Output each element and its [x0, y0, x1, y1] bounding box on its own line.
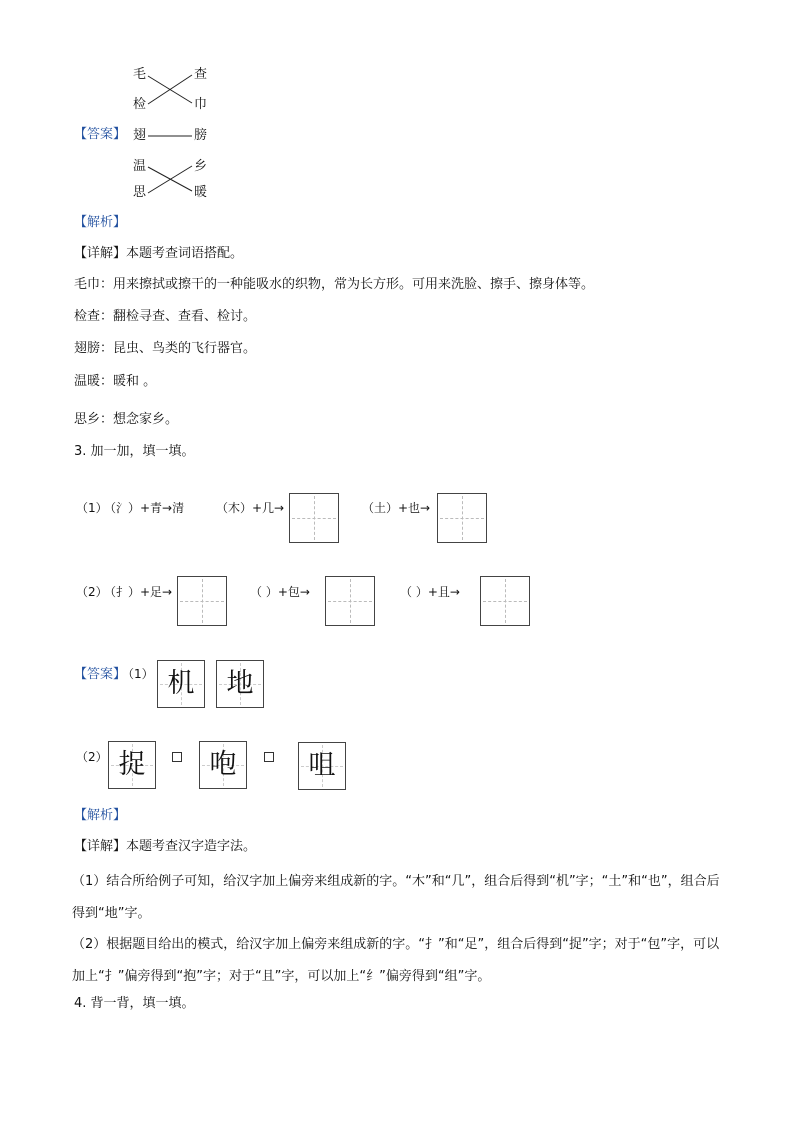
- answer-char: 地: [226, 668, 254, 699]
- detail3-heading: 【详解】本题考查汉字造字法。: [74, 839, 257, 854]
- q3-row2-item2: （ ）+包→: [250, 585, 310, 599]
- match-right-5: 暖: [194, 185, 208, 200]
- answer-char-box: [108, 741, 156, 789]
- answer-char-box: [216, 660, 264, 708]
- q3-row1-box-1[interactable]: [289, 493, 339, 543]
- match-right-4: 乡: [194, 159, 208, 174]
- answer-char: 咆: [209, 749, 237, 780]
- explanation-line-2: 检查：翻检寻查、查看、检讨。: [74, 309, 257, 324]
- match-left-2: 检: [133, 97, 147, 112]
- match-left-3: 翅: [133, 128, 147, 143]
- answer3-label: 【答案】: [74, 667, 127, 682]
- question-3-title: 3. 加一加，填一填。: [74, 444, 195, 459]
- q3-row2-num: （2）: [76, 585, 108, 599]
- q3-row1-num: （1）: [76, 501, 108, 515]
- answer-char: 机: [167, 668, 195, 699]
- analysis3-label: 【解析】: [74, 808, 127, 823]
- answer3-part2: （2）: [76, 750, 108, 764]
- answer-char-box: [199, 741, 247, 789]
- q3-row2-item1: （扌）+足→: [104, 585, 173, 599]
- match-line-2: [148, 75, 192, 104]
- explanation-line-4: 温暖：暖和 。: [74, 374, 157, 389]
- analysis-label: 【解析】: [74, 215, 127, 230]
- analysis3-paragraph-2: （2）根据题目给出的模式，给汉字加上偏旁来组成新的字。“扌”和“足”，组合后得到“捉”字；对于“包”字，可以加上“扌”偏旁得到“抱”字；对于“且”字，可以加上“纟”偏旁得到“组”字。: [72, 937, 720, 984]
- explanation-line-5: 思乡：想念家乡。: [74, 412, 179, 427]
- answer-char: 捉: [118, 749, 146, 780]
- placeholder-square: [172, 752, 182, 762]
- q3-row1-item2: （木）+几→: [216, 501, 285, 515]
- match-left-5: 思: [133, 185, 147, 200]
- q3-row1-example: （氵）+青→清: [104, 501, 185, 515]
- explanation-line-3: 翅膀：昆虫、鸟类的飞行器官。: [74, 341, 257, 356]
- q3-row2-box-2[interactable]: [325, 576, 375, 626]
- match-lines: [0, 0, 794, 220]
- q3-row2-box-3[interactable]: [480, 576, 530, 626]
- match-right-3: 膀: [194, 128, 208, 143]
- match-right-2: 巾: [194, 97, 208, 112]
- question-4-title: 4. 背一背，填一填。: [74, 996, 195, 1011]
- answer-char: 咀: [308, 750, 336, 781]
- detail-heading: 【详解】本题考查词语搭配。: [74, 246, 244, 261]
- q3-row1-item3: （土）+也→: [362, 501, 431, 515]
- answer-char-box: [157, 660, 205, 708]
- analysis3-paragraph-1: （1）结合所给例子可知，给汉字加上偏旁来组成新的字。“木”和“几”，组合后得到“机”字；“土”和“也”，组合后得到“地”字。: [72, 874, 720, 921]
- q3-row2-box-1[interactable]: [177, 576, 227, 626]
- answer-char-box: [298, 742, 346, 790]
- answer-label: 【答案】: [74, 127, 127, 142]
- match-right-1: 查: [194, 67, 208, 82]
- match-left-1: 毛: [133, 67, 147, 82]
- q3-row2-item3: （ ）+且→: [400, 585, 460, 599]
- q3-row1-box-2[interactable]: [437, 493, 487, 543]
- explanation-line-1: 毛巾：用来擦拭或擦干的一种能吸水的织物，常为长方形。可用来洗脸、擦手、擦身体等。: [74, 277, 595, 292]
- answer3-part1: （1）: [122, 667, 154, 681]
- placeholder-square: [264, 752, 274, 762]
- match-left-4: 温: [133, 159, 147, 174]
